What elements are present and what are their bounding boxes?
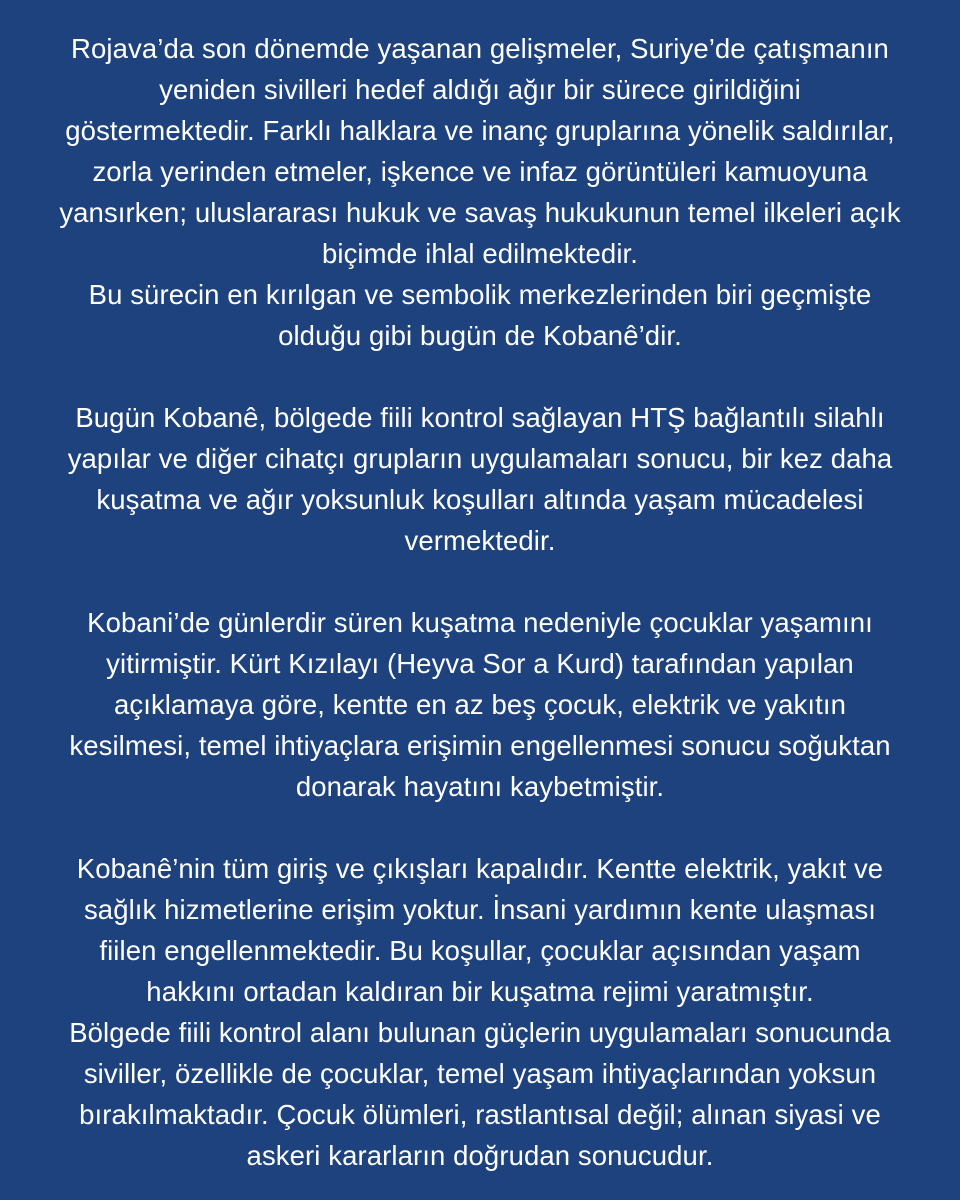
text-line: askeri kararların doğrudan sonucudur. [246, 1140, 714, 1171]
text-line: kesilmesi, temel ihtiyaçlara erişimin engellenmesi sonucu soğuktan [69, 730, 891, 761]
text-line: yansırken; uluslararası hukuk ve savaş hukukunun temel ilkeleri açık [59, 197, 901, 228]
text-line: zorla yerinden etmeler, işkence ve infaz görüntüleri kamuoyuna [92, 156, 868, 187]
text-line: olduğu gibi bugün de Kobanê’dir. [278, 320, 682, 351]
text-line: yitirmiştir. Kürt Kızılayı (Heyva Sor a Kurd) tarafından yapılan [106, 648, 854, 679]
text-line: göstermektedir. Farklı halklara ve inanç gruplarına yönelik saldırılar, [65, 115, 895, 146]
paragraph-3 [0, 602, 960, 807]
text-line: Kobani’de günlerdir süren kuşatma nedeniyle çocuklar yaşamını [87, 607, 873, 638]
text-line: Bu sürecin en kırılgan ve sembolik merkezlerinden biri geçmişte [88, 279, 872, 310]
text-line: donarak hayatını kaybetmiştir. [295, 771, 665, 802]
text-line: vermektedir. [404, 525, 556, 556]
text-line: yapılar ve diğer cihatçı grupların uygulamaları sonucu, bir kez daha [67, 443, 893, 474]
text-line: kuşatma ve ağır yoksunluk koşulları altında yaşam mücadelesi [96, 484, 864, 515]
paragraph-spacer [0, 561, 960, 602]
text-line: Bölgede fiili kontrol alanı bulunan güçlerin uygulamaları sonucunda [69, 1017, 891, 1048]
text-line: açıklamaya göre, kentte en az beş çocuk, elektrik ve yakıtın [113, 689, 847, 720]
paragraph-spacer [0, 356, 960, 397]
text-line: biçimde ihlal edilmektedir. [321, 238, 639, 269]
paragraph-2 [0, 397, 960, 561]
text-line: hakkını ortadan kaldıran bir kuşatma rejimi yaratmıştır. [146, 976, 814, 1007]
text-line: siviller, özellikle de çocuklar, temel yaşam ihtiyaçlarından yoksun [83, 1058, 877, 1089]
paragraph-spacer [0, 807, 960, 848]
paragraph-1 [0, 28, 960, 356]
text-line: yeniden sivilleri hedef aldığı ağır bir sürece girildiğini [159, 74, 801, 105]
text-line: Bugün Kobanê, bölgede fiili kontrol sağlayan HTŞ bağlantılı silahlı [75, 402, 885, 433]
text-line: fiilen engellenmektedir. Bu koşullar, çocuklar açısından yaşam [99, 935, 861, 966]
paragraph-4 [0, 848, 960, 1176]
text-line: sağlık hizmetlerine erişim yoktur. İnsani yardımın kente ulaşması [83, 894, 877, 925]
text-line: bırakılmaktadır. Çocuk ölümleri, rastlantısal değil; alınan siyasi ve [79, 1099, 881, 1130]
text-line: Kobanê’nin tüm giriş ve çıkışları kapalıdır. Kentte elektrik, yakıt ve [76, 853, 884, 884]
text-line: Rojava’da son dönemde yaşanan gelişmeler, Suriye’de çatışmanın [71, 33, 889, 64]
